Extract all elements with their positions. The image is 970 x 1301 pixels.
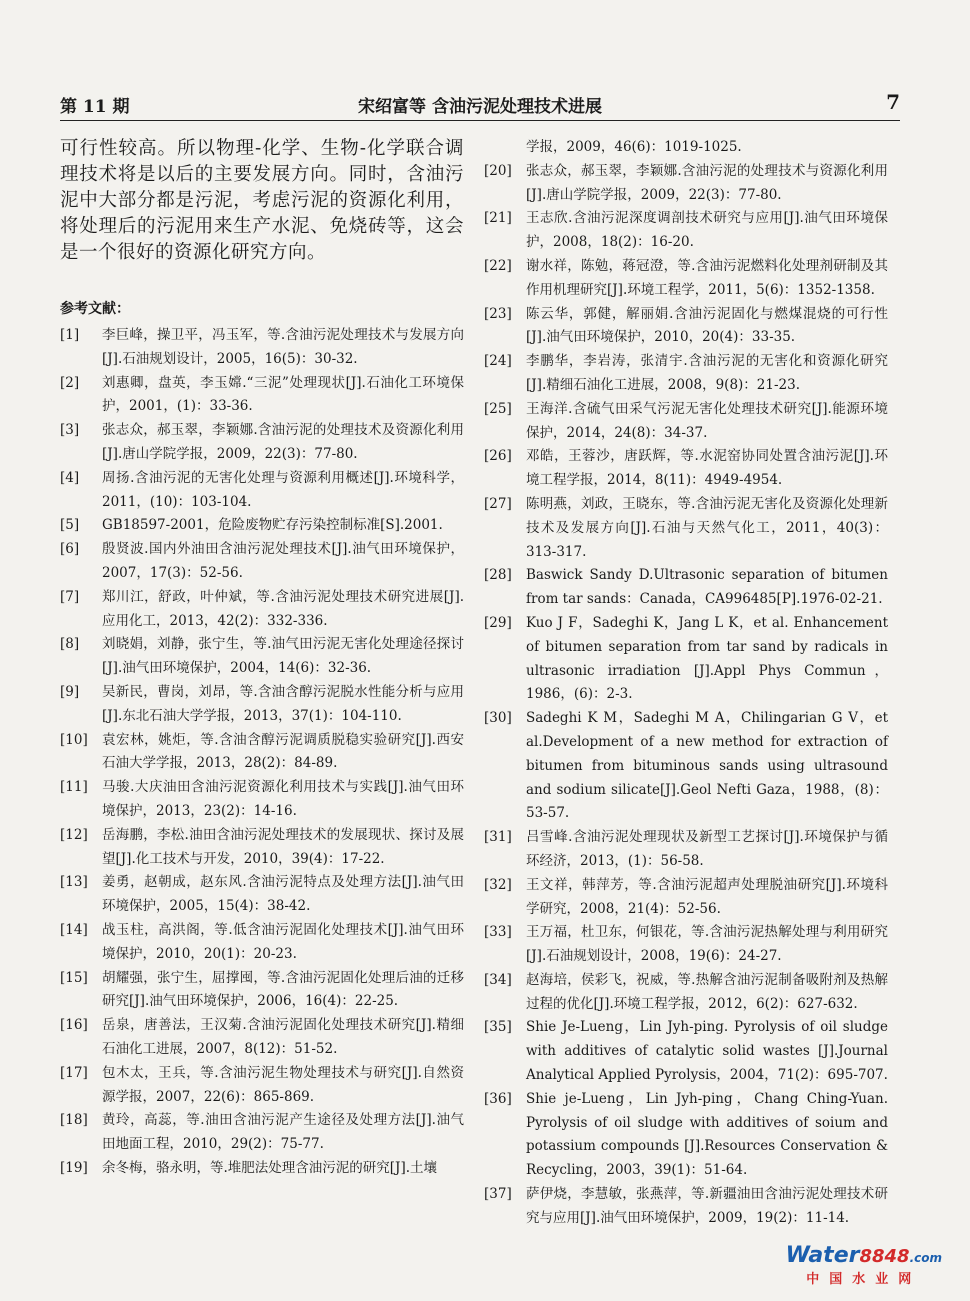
reference-text: Baswick Sandy D.Ultrasonic separation of bitumen from tar sands：Canada，CA996485[P].1976-02-21. xyxy=(526,567,888,608)
reference-number: [13] xyxy=(60,874,88,891)
references-heading: 参考文献： xyxy=(60,301,130,317)
reference-text: 周扬.含油污泥的无害化处理与资源利用概述[J].环境科学，2011，(10)：103-104. xyxy=(102,469,464,510)
reference-text: 李巨峰，操卫平，冯玉军，等.含油污泥处理技术与发展方向[J].石油规划设计，2005，16(5)：30-32. xyxy=(102,327,464,367)
logo-brand: Water8848.com xyxy=(785,1243,942,1268)
reference-text: 张志众，郝玉翠，李颖娜.含油污泥的处理技术及资源化利用[J].唐山学院学报，2009，22(3)：77-80. xyxy=(102,422,464,462)
reference-text: 陈云华，郭健，解丽娟.含油污泥固化与燃煤混烧的可行性[J].油气田环境保护，2010，20(4)：33-35. xyxy=(526,305,888,346)
references-list-left xyxy=(60,324,464,1181)
reference-number: [7] xyxy=(60,588,80,605)
reference-text: Shie je-Lueng，Lin Jyh-ping，Chang Ching-Yuan. Pyrolysis of oil sludge with additives of soium and potassium compounds [J].Resources Conservation & Recycling，2003，39(1)：51-64. xyxy=(526,1090,888,1179)
reference-number: [23] xyxy=(484,305,512,322)
reference-item xyxy=(484,1183,888,1231)
reference-number: [17] xyxy=(60,1064,88,1081)
reference-number: [20] xyxy=(484,162,512,179)
reference-text: 吴新民，曹岗，刘昂，等.含油含醇污泥脱水性能分析与应用[J].东北石油大学学报，2013，37(1)：104-110. xyxy=(102,683,464,724)
reference-text: 陈明燕，刘政，王晓东，等.含油污泥无害化及资源化处理新技术及发展方向[J].石油与天然气化工，2011，40(3)：313-317. xyxy=(526,495,888,560)
reference-item xyxy=(60,633,464,681)
reference-number: [21] xyxy=(484,210,512,227)
reference-item xyxy=(484,445,888,493)
reference-number: [24] xyxy=(484,353,512,370)
right-column xyxy=(484,136,888,1231)
reference-item xyxy=(484,921,888,969)
reference-item xyxy=(60,467,464,515)
reference-item xyxy=(60,729,464,777)
reference-item xyxy=(484,160,888,208)
issue-number: 第 11 期 xyxy=(60,97,130,117)
reference-text: 包木太，王兵，等.含油污泥生物处理技术与研究[J].自然资源学报，2007，22(6)：865-869. xyxy=(102,1064,464,1105)
reference-number: [2] xyxy=(60,374,80,391)
reference-item xyxy=(484,303,888,351)
reference-number: [37] xyxy=(484,1186,512,1203)
logo-subtitle: 中国水业网 xyxy=(806,1272,922,1287)
reference-item xyxy=(60,586,464,634)
page-header xyxy=(60,88,900,121)
reference-item xyxy=(60,514,464,538)
reference-text: 袁宏林，姚炬，等.含油含醇污泥调质脱稳实验研究[J].西安石油大学学报，2013，28(2)：84-89. xyxy=(102,731,464,772)
reference-number: [16] xyxy=(60,1017,88,1034)
reference-item xyxy=(60,776,464,824)
reference-text: 郑川江，舒政，叶仲斌，等.含油污泥处理技术研究进展[J].应用化工，2013，42(2)：332-336. xyxy=(102,588,464,629)
reference-number: [33] xyxy=(484,924,512,941)
reference-item xyxy=(484,350,888,398)
reference-text: 赵海培，侯彩飞，祝威，等.热解含油污泥制备吸附剂及热解过程的优化[J].环境工程学报，2012，6(2)：627-632. xyxy=(526,971,888,1012)
page-number: 7 xyxy=(886,90,900,114)
reference-item xyxy=(60,1109,464,1157)
reference-text: 谢水祥，陈勉，蒋冠澄，等.含油污泥燃料化处理剂研制及其作用机理研究[J].环境工程学，2011，5(6)：1352-1358. xyxy=(526,257,888,298)
references-list-right xyxy=(484,160,888,1231)
reference-item xyxy=(484,874,888,922)
reference-text: 王万福，杜卫东，何银花，等.含油污泥热解处理与利用研究[J].石油规划设计，2008，19(6)：24-27. xyxy=(526,924,888,965)
reference-item xyxy=(484,255,888,303)
reference-continuation: 学报，2009，46(6)：1019-1025. xyxy=(526,139,742,155)
reference-item xyxy=(60,538,464,586)
reference-text: 岳泉，唐善法，王汉菊.含油污泥固化处理技术研究[J].精细石油化工进展，2007，8(12)：51-52. xyxy=(102,1017,464,1057)
reference-number: [11] xyxy=(60,779,88,796)
reference-item xyxy=(60,419,464,467)
reference-text: Shie Je-Lueng，Lin Jyh-ping. Pyrolysis of oil sludge with additives of catalytic solid wastes [J].Journal Analytical Applied Pyrolysis，2004，71(2)：695-707. xyxy=(526,1019,888,1084)
reference-text: 王海洋.含硫气田采气污泥无害化处理技术研究[J].能源环境保护，2014，24(8)：34-37. xyxy=(526,400,888,441)
watermark-logo xyxy=(786,1243,942,1287)
reference-number: [1] xyxy=(60,327,80,343)
reference-text: 姜勇，赵朝成，赵东风.含油污泥特点及处理方法[J].油气田环境保护，2005，15(4)：38-42. xyxy=(102,874,464,915)
reference-item xyxy=(484,707,888,826)
reference-item xyxy=(60,967,464,1015)
reference-item xyxy=(60,919,464,967)
reference-item xyxy=(484,1016,888,1087)
reference-item xyxy=(484,1088,888,1183)
reference-item xyxy=(60,681,464,729)
reference-number: [14] xyxy=(60,921,88,938)
reference-text: 王志欣.含油污泥深度调剖技术研究与应用[J].油气田环境保护，2008，18(2)：16-20. xyxy=(526,210,888,251)
reference-item xyxy=(484,612,888,707)
reference-item xyxy=(60,1062,464,1110)
reference-text: 刘晓娟，刘静，张宁生，等.油气田污泥无害化处理途径探讨[J].油气田环境保护，2004，14(6)：32-36. xyxy=(102,636,464,677)
left-column xyxy=(60,136,464,1181)
reference-text: GB18597-2001，危险废物贮存污染控制标准[S].2001. xyxy=(102,517,443,534)
reference-number: [31] xyxy=(484,829,512,846)
reference-number: [28] xyxy=(484,567,512,584)
reference-item xyxy=(60,824,464,872)
reference-text: 王文祥，韩萍芳，等.含油污泥超声处理脱油研究[J].环境科学研究，2008，21(4)：52-56. xyxy=(526,876,888,917)
reference-number: [26] xyxy=(484,448,512,465)
reference-item xyxy=(60,1157,464,1181)
reference-number: [36] xyxy=(484,1090,512,1107)
reference-text: 余冬梅，骆永明，等.堆肥法处理含油污泥的研究[J].土壤 xyxy=(102,1159,438,1176)
body-paragraph: 可行性较高。所以物理-化学、生物-化学联合调理技术将是以后的主要发展方向。同时，含油污泥中大部分都是污泥，考虑污泥的资源化利用，将处理后的污泥用来生产水泥、免烧砖等，这会是一个很好的资源化研究方向。 xyxy=(60,138,464,263)
reference-text: 黄玲，高蕊，等.油田含油污泥产生途径及处理方法[J].油气田地面工程，2010，29(2)：75-77. xyxy=(102,1112,464,1153)
reference-number: [32] xyxy=(484,876,512,893)
reference-item xyxy=(60,372,464,420)
reference-number: [30] xyxy=(484,710,512,727)
reference-number: [9] xyxy=(60,683,80,700)
reference-number: [22] xyxy=(484,257,512,274)
reference-number: [19] xyxy=(60,1159,88,1176)
reference-number: [12] xyxy=(60,826,88,843)
reference-text: 马骏.大庆油田含油污泥资源化利用技术与实践[J].油气田环境保护，2013，23(2)：14-16. xyxy=(102,779,464,819)
reference-number: [10] xyxy=(60,731,88,748)
reference-item xyxy=(484,493,888,564)
reference-text: 邓皓，王蓉沙，唐跃辉，等.水泥窑协同处置含油污泥[J].环境工程学报，2014，8(11)：4949-4954. xyxy=(526,448,888,489)
reference-item xyxy=(60,324,464,372)
reference-number: [18] xyxy=(60,1112,88,1129)
reference-text: 李鹏华，李岩涛，张清宇.含油污泥的无害化和资源化研究[J].精细石油化工进展，2008，9(8)：21-23. xyxy=(526,353,888,393)
reference-item xyxy=(484,564,888,612)
reference-text: Sadeghi K M，Sadeghi M A，Chilingarian G V，et al.Development of a new method for extraction of bitumen from bituminous sands using ultrasound and sodium silicate[J].Geol Nefti Gaza，1988，(8)：53-57. xyxy=(526,710,888,822)
reference-item xyxy=(60,1014,464,1062)
reference-number: [29] xyxy=(484,614,512,631)
reference-number: [8] xyxy=(60,636,80,653)
reference-text: 岳海鹏，李松.油田含油污泥处理技术的发展现状、探讨及展望[J].化工技术与开发，2010，39(4)：17-22. xyxy=(102,826,464,867)
reference-number: [35] xyxy=(484,1019,512,1036)
reference-text: 胡耀强，张宁生，屈撑囤，等.含油污泥固化处理后油的迁移研究[J].油气田环境保护，2006，16(4)：22-25. xyxy=(102,969,464,1010)
reference-number: [34] xyxy=(484,971,512,988)
reference-item xyxy=(484,207,888,255)
reference-text: 萨伊烧，李慧敏，张燕萍，等.新疆油田含油污泥处理技术研究与应用[J].油气田环境保护，2009，19(2)：11-14. xyxy=(526,1186,888,1226)
reference-item xyxy=(60,871,464,919)
reference-item xyxy=(484,826,888,874)
reference-text: 殷贤波.国内外油田含油污泥处理技术[J].油气田环境保护，2007，17(3)：52-56. xyxy=(102,541,464,581)
reference-number: [4] xyxy=(60,469,80,486)
reference-number: [25] xyxy=(484,400,512,417)
reference-item xyxy=(484,969,888,1017)
running-title: 宋绍富等 含油污泥处理技术进展 xyxy=(358,97,602,117)
reference-text: 战玉柱，高洪阁，等.低含油污泥固化处理技术[J].油气田环境保护，2010，20(1)：20-23. xyxy=(102,921,464,962)
reference-text: 刘惠卿，盘英，李玉嫦.“三泥”处理现状[J].石油化工环境保护，2001，(1)：33-36. xyxy=(102,374,464,415)
reference-number: [15] xyxy=(60,969,88,986)
reference-text: Kuo J F，Sadeghi K，Jang L K，et al. Enhancement of bitumen separation from tar sand by radicals in ultrasonic irradiation [J].Appl Phys Commun，1986，(6)：2-3. xyxy=(526,614,888,703)
reference-number: [6] xyxy=(60,541,80,558)
reference-number: [5] xyxy=(60,517,80,534)
reference-number: [3] xyxy=(60,422,80,439)
reference-item xyxy=(484,398,888,446)
reference-number: [27] xyxy=(484,495,512,512)
reference-text: 吕雪峰.含油污泥处理现状及新型工艺探讨[J].环境保护与循环经济，2013，(1)：56-58. xyxy=(526,829,888,869)
reference-text: 张志众，郝玉翠，李颖娜.含油污泥的处理技术与资源化利用[J].唐山学院学报，2009，22(3)：77-80. xyxy=(526,162,888,203)
